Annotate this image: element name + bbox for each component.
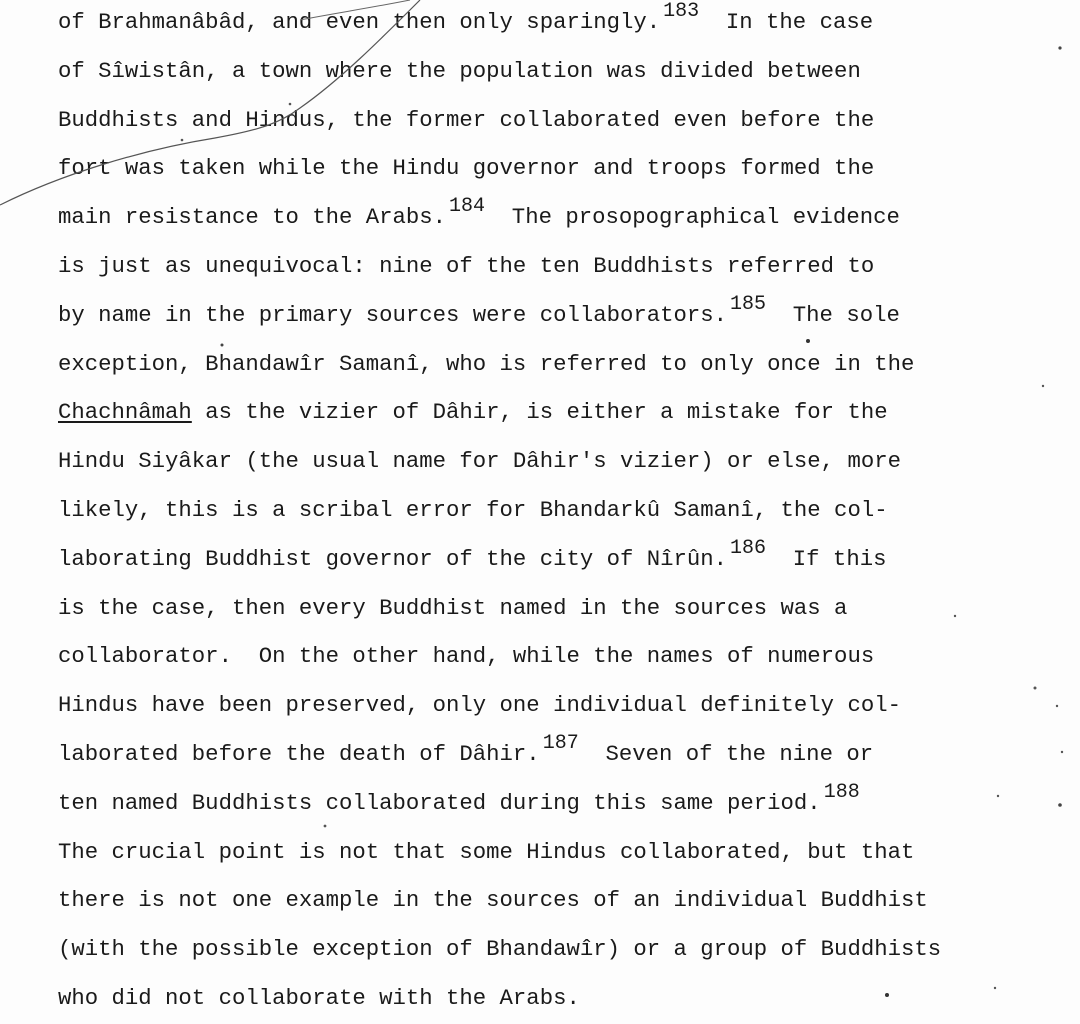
footnote-marker: 185 [730,292,767,316]
text-segment: who did not collaborate with the Arabs. [58,985,580,1011]
footnote-marker: 184 [449,195,486,219]
footnote-marker: 183 [663,0,700,23]
text-line [58,57,861,84]
speck [954,615,956,617]
text-segment: If this [766,545,887,572]
text-segment: main resistance to the Arabs. [58,204,447,231]
text-line [58,643,875,670]
text-segment: by name in the primary sources were collaborators. [58,301,728,328]
footnote-marker: 186 [730,536,767,560]
speck [997,795,999,797]
text-line [58,155,875,182]
text-line [58,692,901,719]
text-segment: laborating Buddhist governor of the city of Nîrûn. [58,545,728,572]
text-segment: of Brahmanâbâd, and even then only sparingly. [58,9,661,35]
text-segment: collaborator. On the other hand, while the names of numerous [58,643,875,670]
text-line [58,106,875,133]
text-segment: is just as unequivocal: nine of the ten Buddhists referred to [58,253,875,279]
speck [994,987,996,989]
speck [1061,751,1063,753]
text-line [58,255,874,277]
text-segment: of Sîwistân, a town where the population was divided between [58,57,861,84]
text-segment: Hindu Siyâkar (the usual name for Dâhir's vizier) or else, more [58,448,901,475]
text-line [58,732,874,767]
text-segment: The crucial point is not that some Hindus collaborated, but that [58,838,915,865]
text-segment: exception, Bhandawîr Samanî, who is referred to only once in the [58,350,915,377]
text-line [58,399,888,426]
text-segment: laborated before the death of Dâhir. [58,741,540,767]
speck [221,344,224,347]
text-segment: fort was taken while the Hindu governor and troops formed the [58,155,875,182]
text-line [58,536,887,572]
text-segment: as the vizier of Dâhir, is either a mistake for the [191,399,888,426]
text-segment: The sole [766,301,900,328]
speck [289,103,292,106]
text-segment: there is not one example in the sources of an individual Buddhist [58,887,928,914]
speck [806,339,810,343]
text-segment: Buddhists and Hindus, the former collaborated even before the [58,106,875,133]
text-line [58,936,942,963]
text-line [58,499,888,521]
text-line [58,838,915,865]
text-line [58,594,848,621]
speck [1034,687,1037,690]
text-segment: Seven of the nine or [578,741,874,767]
text-line [58,0,874,35]
text-segment: likely, this is a scribal error for Bhandarkû Samanî, the col- [58,497,888,523]
text-line [58,448,901,475]
text-line [58,195,900,231]
speck [1058,46,1061,49]
speck [1058,803,1062,807]
speck [885,993,889,997]
text-segment: The prosopographical evidence [485,204,900,231]
speck [1042,385,1044,387]
speck [324,825,327,828]
speck [181,139,184,142]
text-line [58,350,915,377]
underlined-title: Chachnâmah [58,399,192,426]
text-segment: is the case, then every Buddhist named in the sources was a [58,594,848,621]
text-segment: (with the possible exception of Bhandawîr) or a group of Buddhists [58,936,942,963]
text-segment: ten named Buddhists collaborated during this same period. [58,789,821,816]
footnote-marker: 187 [542,732,579,755]
speck [1056,705,1058,707]
text-line [58,987,580,1009]
text-line [58,292,900,328]
text-segment: Hindus have been preserved, only one individual definitely col- [58,692,901,719]
footnote-marker: 188 [823,780,860,804]
text-line [58,887,928,914]
text-line [58,780,860,816]
text-segment: In the case [699,9,874,35]
